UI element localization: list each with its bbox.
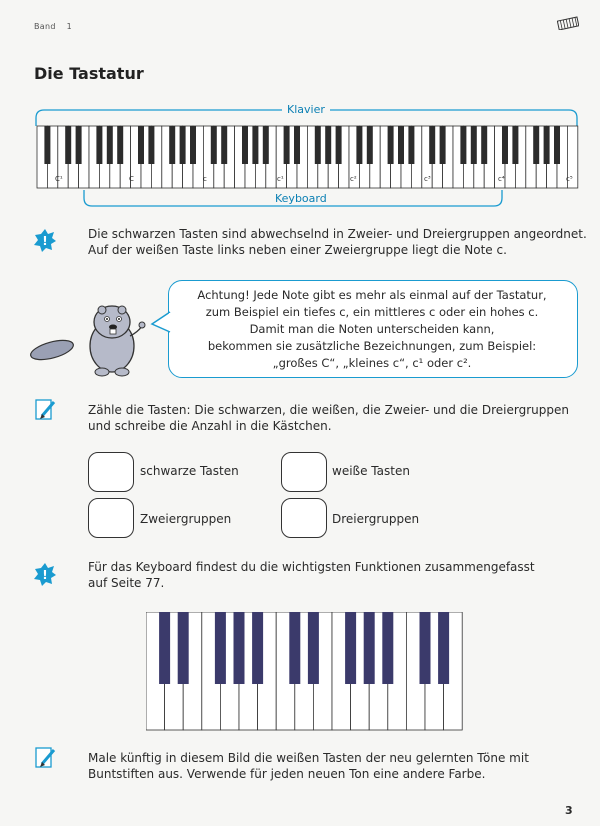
black-key (289, 612, 300, 684)
three-groups-count-box[interactable] (281, 498, 327, 538)
black-key (420, 612, 431, 684)
small-keyboard (37, 126, 578, 188)
running-header (34, 22, 80, 31)
black-key (544, 126, 550, 164)
book-label: Band (34, 22, 56, 31)
black-key (96, 126, 102, 164)
black-key (76, 126, 82, 164)
black-key (398, 126, 404, 164)
beaver-illustration (30, 292, 148, 382)
info-keyboard-functions: Für das Keyboard findest du die wichtigsten Funktionen zusammengefasst auf Seite 77. (88, 560, 535, 590)
volume-number: 1 (66, 22, 72, 31)
black-key (190, 126, 196, 164)
pencil-task-icon (34, 398, 56, 422)
black-key (512, 126, 518, 164)
black-key (211, 126, 217, 164)
three-groups-label: Dreiergruppen (332, 512, 420, 526)
note-label-c4: c⁴ (498, 175, 505, 183)
black-key (169, 126, 175, 164)
coloring-keyboard (146, 612, 464, 732)
page-title: Die Tastatur (34, 64, 144, 83)
speech-bubble-text: Achtung! Jede Note gibt es mehr als einmal auf der Tastatur, zum Beispiel ein tiefes c, ein mittleres c oder ein hohes c. Damit man die Noten unterscheiden kann, bekommen sie zusätzliche Bezeichnungen, zum Beispiel: „großes C“, „kleines c“, c¹ oder c². (197, 288, 547, 370)
pencil-task-icon (34, 746, 56, 770)
black-key (364, 612, 375, 684)
note-label-c1: c¹ (277, 175, 284, 183)
info-keys-arrangement: Die schwarzen Tasten sind abwechselnd in Zweier- und Dreiergruppen angeordnet. Auf der weißen Taste links neben einer Zweiergruppe liegt die Note c. (88, 227, 587, 257)
black-key (65, 126, 71, 164)
black-key (356, 126, 362, 164)
black-key (242, 126, 248, 164)
two-groups-count-box[interactable] (88, 498, 134, 538)
black-keys-label: schwarze Tasten (140, 464, 239, 478)
black-key (308, 612, 319, 684)
note-label-C: C (129, 175, 134, 183)
exclamation-icon (34, 562, 56, 586)
black-key (440, 126, 446, 164)
note-label-C1: C¹ (55, 175, 63, 183)
note-label-c2: c² (350, 175, 357, 183)
white-keys-label: weiße Tasten (332, 464, 410, 478)
black-key (481, 126, 487, 164)
black-key (252, 612, 263, 684)
black-key (117, 126, 123, 164)
exclamation-icon (34, 228, 56, 252)
task-count-keys: Zähle die Tasten: Die schwarzen, die weißen, die Zweier- und die Dreiergruppen und schreibe die Anzahl in die Kästchen. (88, 403, 569, 433)
black-keys-count-box[interactable] (88, 452, 134, 492)
black-key (263, 126, 269, 164)
piano-label: Klavier (282, 103, 330, 116)
black-key (294, 126, 300, 164)
svg-text:!: ! (42, 568, 48, 582)
black-key (460, 126, 466, 164)
black-key (345, 612, 356, 684)
note-label-c3: c³ (424, 175, 431, 183)
black-key (325, 126, 331, 164)
note-label-c5: c⁵ (566, 175, 573, 183)
black-key (502, 126, 508, 164)
black-key (159, 612, 170, 684)
black-key (221, 126, 227, 164)
keyboard-label: Keyboard (270, 192, 332, 205)
black-key (138, 126, 144, 164)
black-key (178, 612, 189, 684)
svg-text:!: ! (42, 234, 48, 248)
black-key (107, 126, 113, 164)
black-key (234, 612, 245, 684)
black-key (438, 612, 449, 684)
keyboard-diagram (34, 103, 579, 220)
black-key (215, 612, 226, 684)
black-key (336, 126, 342, 164)
task-color-keys: Male künftig in diesem Bild die weißen Tasten der neu gelernten Töne mit Buntstiften aus. Verwende für jeden neuen Ton eine andere Farbe. (88, 751, 529, 781)
black-key (408, 126, 414, 164)
black-key (367, 126, 373, 164)
black-key (284, 126, 290, 164)
white-keys-count-box[interactable] (281, 452, 327, 492)
black-key (180, 126, 186, 164)
page-number: 3 (565, 804, 573, 817)
black-key (554, 126, 560, 164)
note-label-c: c (203, 175, 207, 183)
black-key (382, 612, 393, 684)
black-key (388, 126, 394, 164)
keyboard-icon (557, 16, 579, 30)
black-key (148, 126, 154, 164)
black-key (429, 126, 435, 164)
black-key (252, 126, 258, 164)
two-groups-label: Zweiergruppen (140, 512, 232, 526)
black-key (315, 126, 321, 164)
black-key (533, 126, 539, 164)
black-key (44, 126, 50, 164)
black-key (471, 126, 477, 164)
